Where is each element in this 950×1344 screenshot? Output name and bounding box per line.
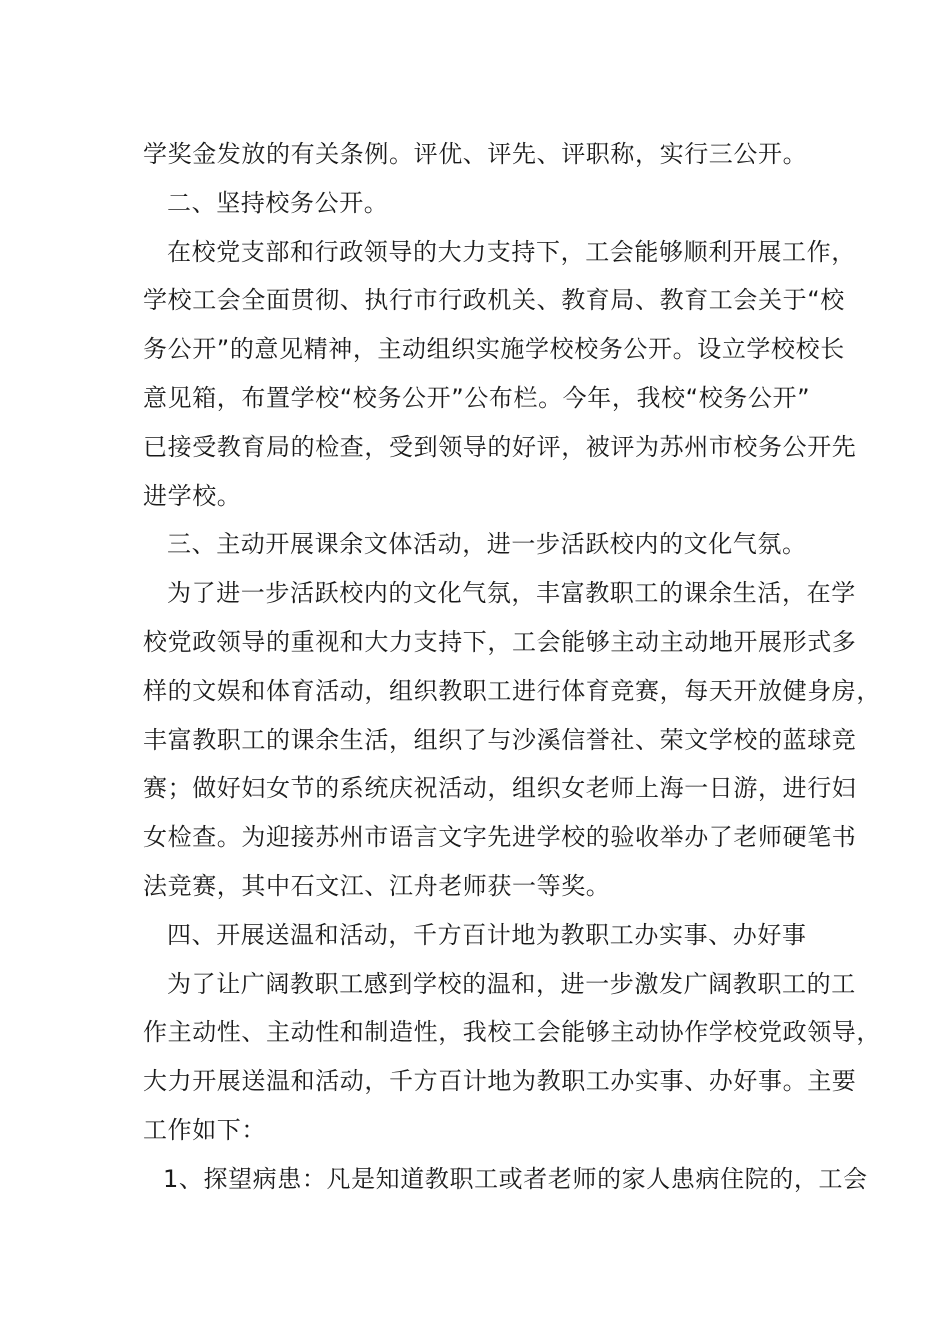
text-line: 学校工会全面贯彻、执行市行政机关、教育局、教育工会关于“校: [143, 286, 845, 315]
text-line: 为了进一步活跃校内的文化气氛，丰富教职工的课余生活，在学: [167, 579, 856, 608]
text-line: 已接受教育局的检查，受到领导的好评，被评为苏州市校务公开先: [143, 432, 857, 461]
text-line: 赛；做好妇女节的系统庆祝活动，组织女老师上海一日游，进行妇: [143, 774, 857, 803]
text-line: 意见箱，布置学校“校务公开”公布栏。今年，我校“校务公开”: [143, 383, 811, 412]
text-line: 进学校。: [143, 481, 242, 510]
text-line: 学奖金发放的有关条例。评优、评先、评职称，实行三公开。: [143, 140, 808, 168]
text-line: 法竞赛，其中石文江、江舟老师获一等奖。: [143, 871, 611, 900]
section-heading: 三、主动开展课余文体活动，进一步活跃校内的文化气氛。: [167, 530, 807, 559]
text-line: 丰富教职工的课余生活，组织了与沙溪信誉社、荣文学校的蓝球竞: [143, 725, 857, 754]
text-line: 作主动性、主动性和制造性，我校工会能够主动协作学校党政领导，: [143, 1018, 881, 1047]
document-body: [143, 130, 881, 1204]
text-line: 大力开展送温和活动，千方百计地为教职工办实事、办好事。主要: [143, 1067, 857, 1096]
text-line: 校党政领导的重视和大力支持下，工会能够主动主动地开展形式多: [143, 627, 857, 656]
text-line: 女检查。为迎接苏州市语言文字先进学校的验收举办了老师硬笔书: [143, 823, 857, 852]
text-line: 在校党支部和行政领导的大力支持下，工会能够顺利开展工作，: [167, 237, 856, 266]
text-line: 为了让广阔教职工感到学校的温和，进一步激发广阔教职工的工: [167, 969, 856, 998]
section-heading: 四、开展送温和活动，千方百计地为教职工办实事、办好事: [167, 920, 807, 949]
text-line: 样的文娱和体育活动，组织教职工进行体育竞赛，每天开放健身房，: [143, 676, 881, 705]
section-heading: 二、坚持校务公开。: [167, 188, 389, 217]
text-line: 工作如下：: [143, 1115, 266, 1144]
list-item: 1、探望病患：凡是知道教职工或者老师的家人患病住院的，工会: [163, 1164, 868, 1193]
text-line: 务公开”的意见精神，主动组织实施学校校务公开。设立学校校长: [143, 335, 845, 364]
